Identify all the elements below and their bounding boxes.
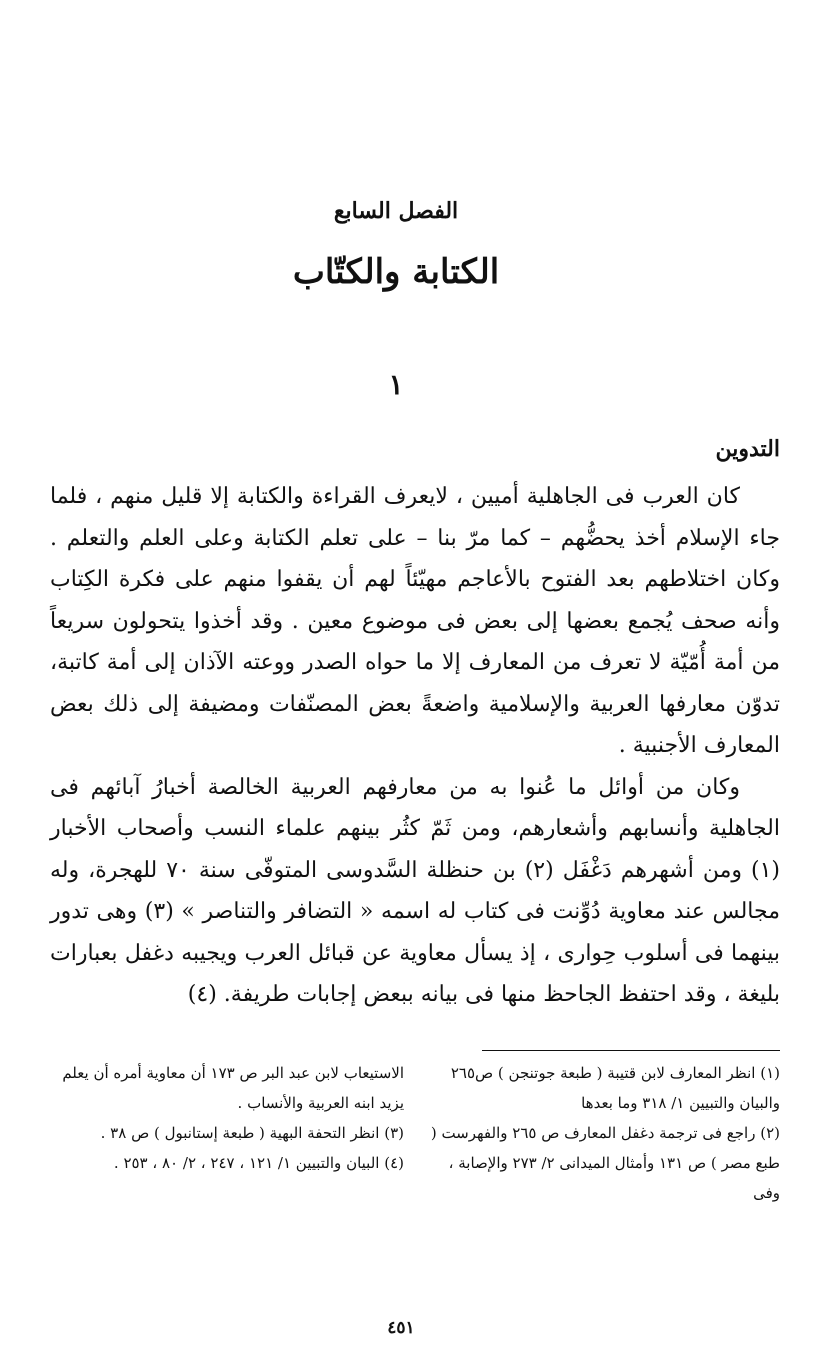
paragraph: وكان من أوائل ما عُنوا به من معارفهم العربية الخالصة أخبارُ آبائهم فى الجاهلية وأنسابهم وأشعارهم، ومن ثَمّ كثُر بينهم علماء النسب وأصحاب الأخبار (١) ومن أشهرهم دَغْفَل (٢) بن حنظلة السَّدوسى المتوفّى سنة ٧٠ للهجرة، وله مجالس عند معاوية دُوِّنت فى كتاب له اسمه « التضافر والتناصر » (٣) وهى تدور بينهما فى أسلوب حِوارى ، إذ يسأل معاوية عن قبائل العرب ويجيبه دغفل بعبارات بليغة ، وقد احتفظ الجاحظ منها فى بيانه ببعض إجابات طريفة. (٤)	[50, 774, 781, 1007]
paragraph: كان العرب فى الجاهلية أميين ، لايعرف القراءة والكتابة إلا قليل منهم ، فلما جاء الإسلام أخذ يحضُّهم – كما مرّ بنا – على تعلم الكتابة وعلى العلم والتعلم . وكان اختلاطهم بعد الفتوح بالأعاجم مهيّئاً لهم أن يقفوا منهم على فكرة الكِتاب وأنه صحف يُجمع بعضها إلى بعض فى موضوع معين . وقد أخذوا يتحولون سريعاً من أمة أُمّيّة لا تعرف من المعارف إلا ما حواه الصدر ووعته الآذان إلى أمة كاتبة، تدوّن معارفها العربية والإسلامية واضعةً بعض المصنّفات ومضيفة إلى ذلك بعض المعارف الأجنبية .	[50, 484, 781, 758]
footnotes	[50, 1058, 780, 1208]
footnote: الاستيعاب لابن عبد البر ص ١٧٣ أن معاوية أمره أن يعلم يزيد ابنه العربية والأنساب .	[62, 1064, 404, 1112]
section-number: ١	[388, 368, 404, 401]
footnote: (٢) راجع فى ترجمة دغفل المعارف ص ٢٦٥ والفهرست ( طبع مصر ) ص ١٣١ وأمثال الميدانى ٢/ ٢٧٣ والإصابة ، وفى	[430, 1124, 780, 1202]
chapter-title: الكتابة والكتّاب	[292, 252, 500, 292]
footnote: (٤) البيان والتبيين ١/ ١٢١ ، ٢٤٧ ، ٢/ ٨٠ ، ٢٥٣ .	[113, 1154, 404, 1172]
page-number: ٤٥١	[387, 1318, 415, 1338]
section-heading: التدوين	[715, 436, 780, 462]
footnote-divider	[482, 1050, 780, 1051]
footnote: (٣) انظر التحفة البهية ( طبعة إستانبول ) ص ٣٨ .	[100, 1124, 404, 1142]
footnote: (١) انظر المعارف لابن قتيبة ( طبعة جوتنجن ) ص٢٦٥ والبيان والتبيين ١/ ٣١٨ وما بعدها	[450, 1064, 780, 1112]
footnote-column-left	[50, 1058, 404, 1208]
chapter-label: الفصل السابع	[333, 198, 459, 224]
footnote-column-right	[426, 1058, 780, 1208]
body-text	[50, 476, 780, 1016]
